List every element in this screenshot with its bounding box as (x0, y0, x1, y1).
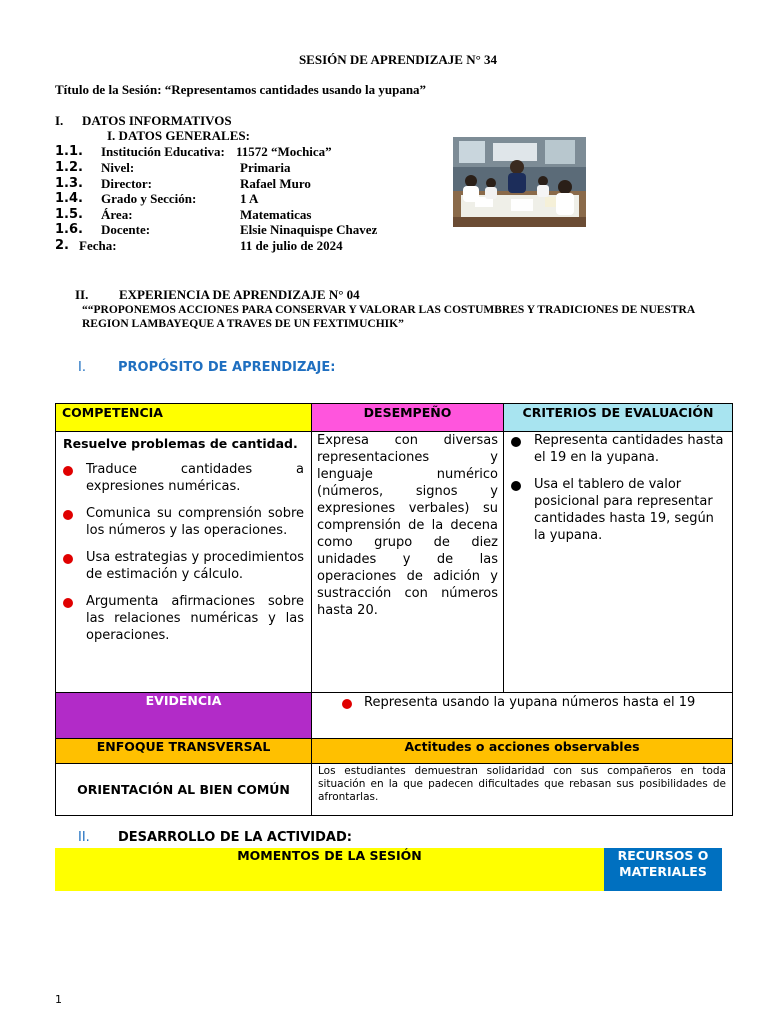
info-value: Elsie Ninaquispe Chavez (240, 222, 378, 237)
list-item-text: Comunica su comprensión sobre los números y las operaciones. (86, 506, 304, 538)
section-number: II. (78, 830, 90, 845)
list-item-text: Traduce cantidades a expresiones numéricas. (86, 462, 304, 494)
section-number: I. (78, 360, 86, 375)
bullet-icon (511, 437, 521, 447)
actitudes-text: Los estudiantes demuestran solidaridad con sus compañeros en toda situación en la que padecen dificultades que rebasan sus posibilidades de afrontarlas. (312, 764, 733, 816)
info-key: Docente: (101, 222, 151, 237)
info-number: 1.1. (55, 144, 83, 159)
section-title: DESARROLLO DE LA ACTIVIDAD: (118, 830, 352, 845)
info-key: Nivel: (101, 160, 135, 175)
enfoque-label: ENFOQUE TRANSVERSAL (56, 739, 312, 764)
list-item (63, 461, 304, 495)
competencia-title: Resuelve problemas de cantidad. (63, 436, 298, 451)
bullet-icon (63, 598, 73, 608)
bullet-icon (63, 554, 73, 564)
list-item (63, 593, 304, 644)
bullet-icon (511, 481, 521, 491)
info-value: 11 de julio de 2024 (240, 238, 343, 253)
info-value: Rafael Muro (240, 176, 311, 191)
info-number: 1.6. (55, 222, 83, 237)
list-item-text: Usa el tablero de valor posicional para representar cantidades hasta 19, según la yupana. (534, 477, 714, 543)
section-number: I. (55, 113, 64, 128)
bullet-icon (63, 466, 73, 476)
info-value: 1 A (240, 191, 259, 206)
evidencia-cell (312, 693, 733, 739)
competencia-list (63, 461, 304, 644)
bullet-icon (63, 510, 73, 520)
criterios-cell (504, 432, 733, 693)
header-competencia: COMPETENCIA (56, 404, 312, 432)
session-title: Título de la Sesión: “Representamos cantidades usando la yupana” (55, 82, 427, 97)
info-number: 1.5. (55, 207, 83, 222)
list-item (63, 549, 304, 583)
enfoque-value: ORIENTACIÓN AL BIEN COMÚN (56, 764, 312, 816)
momentos-header (55, 848, 604, 891)
section-title: PROPÓSITO DE APRENDIZAJE: (118, 360, 336, 375)
header-desempeno: DESEMPEÑO (312, 404, 504, 432)
criterios-list (511, 432, 727, 544)
subsection-datos-generales: I. DATOS GENERALES: (107, 128, 250, 143)
list-item-text: Representa cantidades hasta el 19 en la yupana. (534, 433, 724, 465)
list-item-text: Argumenta afirmaciones sobre las relaciones numéricas y las operaciones. (86, 594, 304, 643)
desempeno-text: Expresa con diversas representaciones y lenguaje numérico (números, signos y expresiones verbales) su comprensión de la decena como grupo de diez unidades y de las operaciones de adición y sustracción con números hasta 20. (317, 433, 498, 618)
list-item (63, 505, 304, 539)
info-value: Primaria (240, 160, 291, 175)
section-experiencia (75, 287, 360, 303)
list-item (511, 432, 727, 466)
section-title: EXPERIENCIA DE APRENDIZAJE N° 04 (119, 287, 360, 302)
info-key: Grado y Sección: (101, 191, 197, 206)
recursos-label: RECURSOS O MATERIALES (617, 848, 709, 879)
info-key: Institución Educativa: (101, 144, 225, 159)
evidencia-text: Representa usando la yupana números hasta el 19 (364, 695, 696, 710)
bullet-icon (342, 699, 352, 709)
list-item-text: Usa estrategias y procedimientos de estimación y cálculo. (86, 550, 304, 582)
info-number: 1.2. (55, 160, 83, 175)
list-item (511, 476, 727, 544)
section-title: DATOS INFORMATIVOS (82, 113, 232, 128)
info-key: Fecha: (79, 238, 117, 253)
page-title: SESIÓN DE APRENDIZAJE N° 34 (298, 52, 498, 67)
info-value: Matematicas (240, 207, 312, 222)
info-number: 1.3. (55, 176, 83, 191)
info-key: Área: (101, 207, 133, 222)
header-criterios: CRITERIOS DE EVALUACIÓN (504, 404, 733, 432)
recursos-header (604, 848, 722, 891)
page-number: 1 (55, 993, 62, 1006)
competencia-cell (56, 432, 312, 693)
desempeno-cell (312, 432, 504, 693)
momentos-label: MOMENTOS DE LA SESIÓN (237, 848, 422, 863)
proposito-table (55, 403, 733, 816)
info-number: 2. (55, 238, 69, 253)
section-number: II. (75, 287, 89, 302)
actitudes-label: Actitudes o acciones observables (312, 739, 733, 764)
experiencia-description: ““PROPONEMOS ACCIONES PARA CONSERVAR Y VALORAR LAS COSTUMBRES Y TRADICIONES DE NUESTRA REGION LAMBAYEQUE A TRAVES DE UN FEXTIMUCHIK” (82, 304, 695, 330)
evidencia-label: EVIDENCIA (56, 693, 312, 739)
classroom-photo (453, 137, 586, 227)
info-number: 1.4. (55, 191, 83, 206)
section-datos-informativos (55, 113, 232, 129)
info-key: Director: (101, 176, 153, 191)
info-value: 11572 “Mochica” (236, 144, 332, 159)
